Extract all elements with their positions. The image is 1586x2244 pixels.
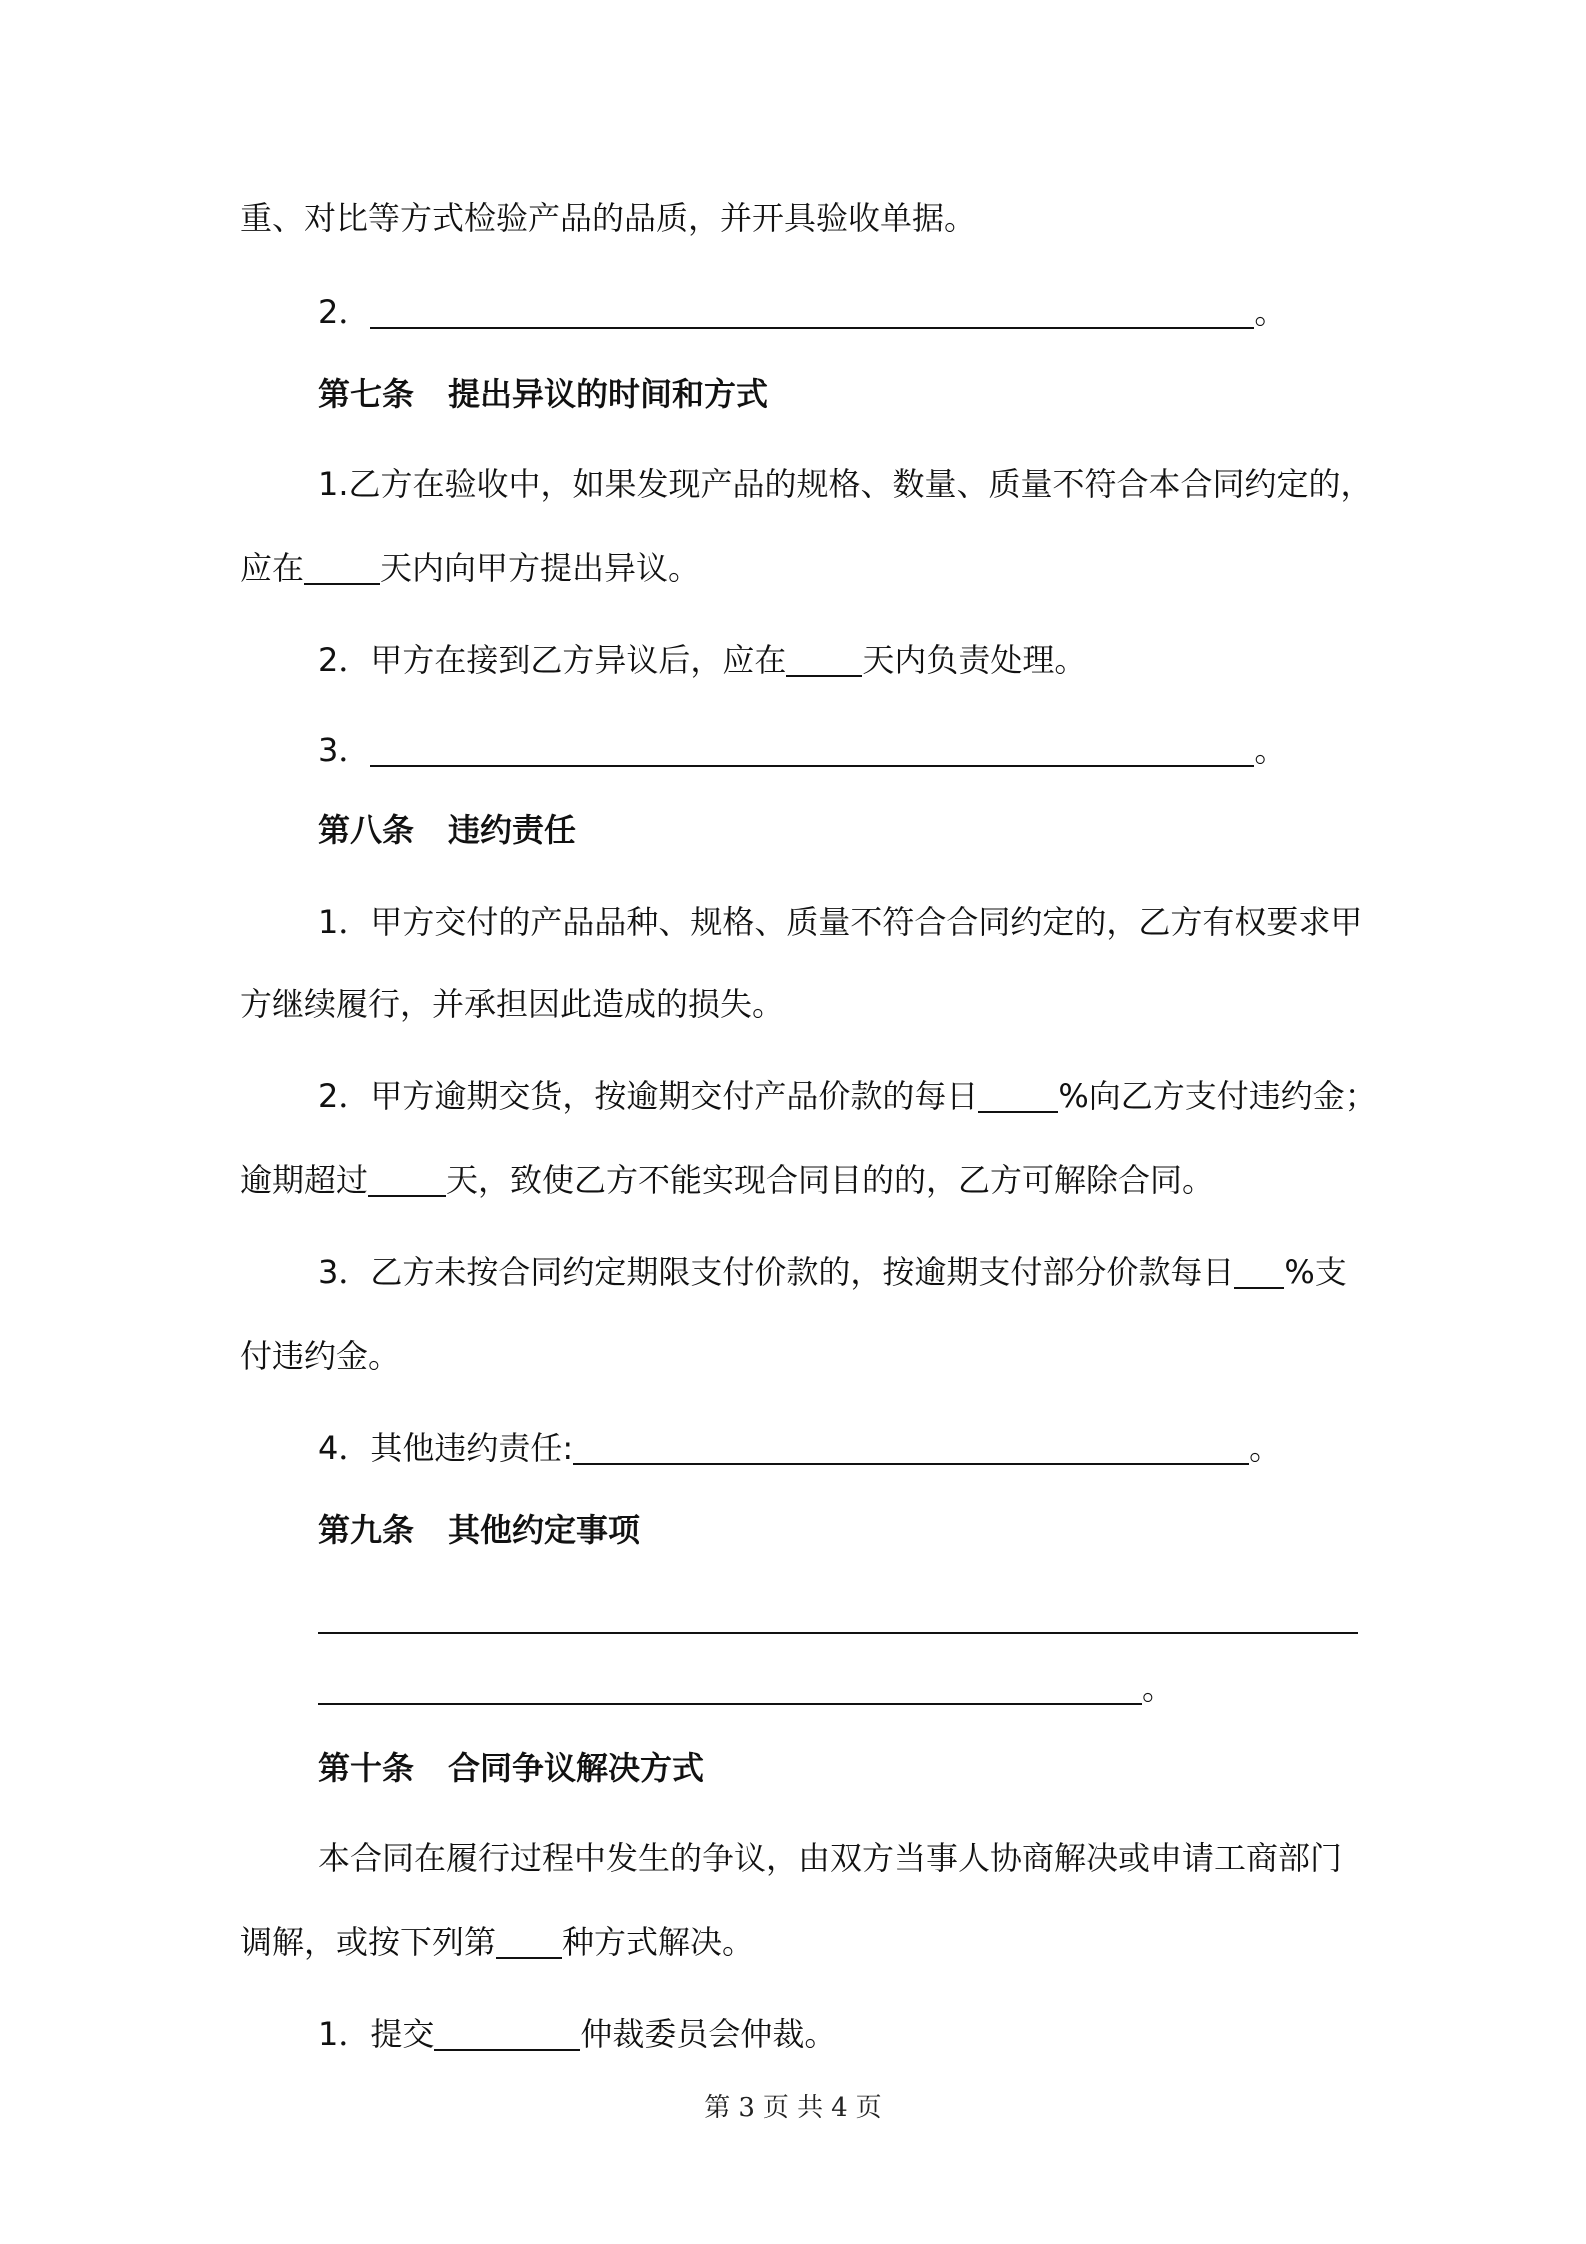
article-7-heading: 第七条 提出异议的时间和方式 xyxy=(318,375,769,413)
clause-10-1: 1．提交 仲裁委员会仲裁。 xyxy=(318,2015,837,2053)
paragraph-6-continued: 重、对比等方式检验产品的品质，并开具验收单据。 xyxy=(240,199,977,237)
fill-blank-line[interactable] xyxy=(318,1632,1358,1634)
total-page-number: 4 xyxy=(831,2093,848,2123)
clause-8-2-line2: 逾期超过 天，致使乙方不能实现合同目的的，乙方可解除合同。 xyxy=(240,1161,1215,1199)
clause-7-3: 3． 。 xyxy=(318,731,1287,769)
article-9-heading: 第九条 其他约定事项 xyxy=(318,1511,641,1549)
clause-6-2: 2． 。 xyxy=(318,293,1287,331)
fill-blank[interactable] xyxy=(786,641,862,677)
article-10-heading: 第十条 合同争议解决方式 xyxy=(318,1749,705,1787)
clause-7-1-line1: 1.乙方在验收中，如果发现产品的规格、数量、质量不符合本合同约定的， xyxy=(318,465,1373,503)
fill-blank[interactable] xyxy=(370,293,1254,329)
fill-blank[interactable] xyxy=(370,731,1254,767)
fill-blank[interactable] xyxy=(573,1429,1249,1465)
fill-blank[interactable] xyxy=(496,1923,562,1959)
current-page-number: 3 xyxy=(738,2093,755,2123)
article-10-line2: 调解，或按下列第 种方式解决。 xyxy=(240,1923,755,1961)
page-footer: 第 3 页 共 4 页 xyxy=(704,2093,882,2123)
clause-7-2: 2．甲方在接到乙方异议后，应在 天内负责处理。 xyxy=(318,641,1087,679)
clause-9-blank: 。 xyxy=(318,1666,1174,1710)
fill-blank[interactable] xyxy=(978,1077,1058,1113)
article-10-line1: 本合同在履行过程中发生的争议，由双方当事人协商解决或申请工商部门 xyxy=(318,1839,1343,1877)
clause-7-1-line2: 应在 天内向甲方提出异议。 xyxy=(240,549,701,587)
clause-8-1-line2: 方继续履行，并承担因此造成的损失。 xyxy=(240,985,785,1023)
fill-blank[interactable] xyxy=(1234,1253,1284,1289)
fill-blank[interactable] xyxy=(304,549,380,585)
fill-blank[interactable] xyxy=(368,1161,446,1197)
clause-8-3-line1: 3．乙方未按合同约定期限支付价款的，按逾期支付部分价款每日 %支 xyxy=(318,1253,1347,1291)
article-8-heading: 第八条 违约责任 xyxy=(318,811,577,849)
clause-8-2-line1: 2．甲方逾期交货，按逾期交付产品价款的每日 %向乙方支付违约金； xyxy=(318,1077,1377,1115)
fill-blank[interactable] xyxy=(434,2015,580,2051)
clause-8-4: 4．其他违约责任: 。 xyxy=(318,1429,1282,1467)
clause-8-3-line2: 付违约金。 xyxy=(240,1337,401,1375)
fill-blank[interactable] xyxy=(318,1669,1142,1705)
clause-8-1-line1: 1．甲方交付的产品品种、规格、质量不符合合同约定的，乙方有权要求甲 xyxy=(318,903,1363,941)
